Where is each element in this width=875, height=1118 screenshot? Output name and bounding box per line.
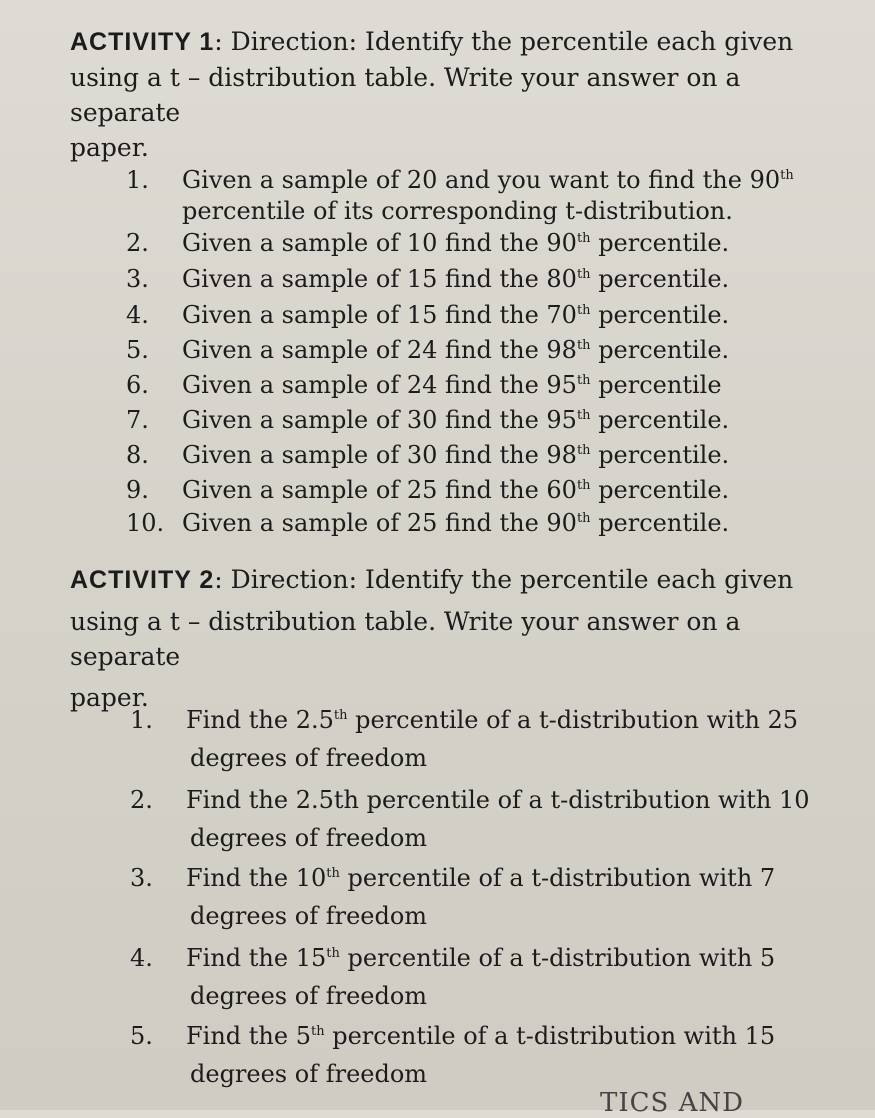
activity1-direction-text1: : Direction: Identify the percentile each given [214, 27, 794, 56]
item-text: Find the [186, 944, 296, 972]
percentile-value: 5 [295, 1022, 311, 1050]
item-text: Given a sample of 30 find the [182, 441, 547, 469]
item-text-end: percentile of a t-distribution with 25 [347, 706, 799, 734]
item-text-end: percentile. [590, 265, 730, 293]
ordinal-suffix: th [576, 478, 591, 493]
list-item [126, 473, 729, 507]
activity2-direction [70, 562, 850, 715]
item-continuation: degrees of freedom [190, 902, 428, 930]
item-number: 4. [130, 944, 153, 972]
item-number: 4. [126, 301, 149, 329]
list-item [126, 403, 729, 437]
item-number: 10. [126, 509, 165, 537]
list-item [130, 1019, 775, 1053]
list-item [130, 861, 775, 895]
item-continuation: percentile of its corresponding t-distribution. [182, 197, 733, 225]
percentile-value: 95 [546, 371, 577, 399]
item-text: Given a sample of 24 find the [182, 371, 547, 399]
percentile-value: 15 [295, 944, 327, 972]
item-number: 1. [130, 706, 153, 734]
item-continuation: degrees of freedom [190, 982, 428, 1010]
ordinal-suffix: th [576, 267, 591, 282]
activity1-direction [70, 24, 850, 165]
percentile-value: 10 [295, 864, 327, 892]
percentile-value: 98 [546, 336, 577, 364]
item-text: Given a sample of 15 find the [182, 301, 547, 329]
item-continuation: degrees of freedom [190, 824, 428, 852]
item-text: Given a sample of 25 find the [182, 509, 547, 537]
item-number: 3. [130, 864, 153, 892]
item-text-end: percentile. [590, 301, 730, 329]
ordinal-suffix: th [576, 511, 591, 526]
activity2-direction-line3: paper. [70, 683, 149, 712]
item-text-end: percentile of a t-distribution with 5 [339, 944, 776, 972]
activity1-heading: ACTIVITY 1 [70, 28, 215, 56]
item-text: Given a sample of 24 find the [182, 336, 547, 364]
item-number: 6. [126, 371, 149, 399]
item-text: Given a sample of 10 find the [182, 229, 547, 257]
ordinal-suffix: th [326, 866, 340, 881]
list-item [126, 368, 722, 402]
item-text: Given a sample of 25 find the [182, 476, 547, 504]
item-continuation: degrees of freedom [190, 1060, 428, 1088]
item-text-end: percentile. [590, 509, 730, 537]
footer-partial-text: TICS AND [600, 1088, 744, 1118]
ordinal-suffix: th [576, 231, 591, 246]
item-text: Find the [186, 706, 296, 734]
item-text-end: percentile. [590, 336, 730, 364]
list-item [130, 941, 775, 975]
activity2-direction-text1: : Direction: Identify the percentile each given [214, 565, 794, 594]
list-item [126, 333, 729, 367]
item-text: Find the [186, 864, 296, 892]
ordinal-suffix: th [576, 373, 591, 388]
list-item [130, 703, 798, 737]
percentile-value: 2.5 [295, 706, 334, 734]
item-number: 1. [126, 166, 149, 194]
list-item [126, 438, 729, 472]
percentile-value: 80 [546, 265, 577, 293]
item-text: Given a sample of 15 find the [182, 265, 547, 293]
activity2-heading: ACTIVITY 2 [70, 566, 215, 594]
item-text: Find the [186, 1022, 296, 1050]
item-text-end: percentile. [590, 441, 730, 469]
activity2-direction-line2: using a t – distribution table. Write your answer on a separate [70, 607, 741, 671]
percentile-value: 90 [546, 229, 577, 257]
item-text: Find the 2.5th percentile of a t-distribution with 10 [186, 786, 810, 814]
item-number: 2. [130, 786, 153, 814]
item-text-end: percentile. [590, 229, 730, 257]
list-item [130, 783, 810, 817]
item-text: Given a sample of 20 and you want to find the [182, 166, 750, 194]
item-text-end: percentile [590, 371, 722, 399]
list-item [126, 506, 729, 540]
activity1-direction-line1 [70, 24, 850, 60]
item-number: 3. [126, 265, 149, 293]
ordinal-suffix: th [576, 443, 591, 458]
list-item [126, 163, 794, 197]
percentile-value: 90 [546, 509, 577, 537]
item-number: 7. [126, 406, 149, 434]
percentile-value: 60 [546, 476, 577, 504]
ordinal-suffix: th [576, 408, 591, 423]
item-number: 5. [126, 336, 149, 364]
item-text-end: percentile. [590, 406, 730, 434]
ordinal-suffix: th [780, 168, 794, 183]
item-number: 5. [130, 1022, 153, 1050]
ordinal-suffix: th [333, 708, 348, 723]
activity2-direction-line1 [70, 562, 850, 598]
percentile-value: 95 [546, 406, 577, 434]
percentile-value: 90 [749, 166, 781, 194]
item-text-end: percentile of a t-distribution with 7 [339, 864, 776, 892]
item-number: 9. [126, 476, 149, 504]
item-text: Given a sample of 30 find the [182, 406, 547, 434]
activity1-direction-line3: paper. [70, 133, 149, 162]
item-text-end: percentile. [590, 476, 730, 504]
percentile-value: 70 [546, 301, 577, 329]
ordinal-suffix: th [576, 303, 591, 318]
ordinal-suffix: th [326, 946, 340, 961]
item-number: 2. [126, 229, 149, 257]
percentile-value: 98 [546, 441, 577, 469]
item-text-end: percentile of a t-distribution with 15 [324, 1022, 776, 1050]
ordinal-suffix: th [311, 1024, 325, 1039]
activity1-direction-line2: using a t – distribution table. Write your answer on a separate [70, 63, 741, 127]
list-item [126, 298, 729, 332]
item-number: 8. [126, 441, 149, 469]
list-item [126, 226, 729, 260]
list-item [126, 262, 729, 296]
item-continuation: degrees of freedom [190, 744, 428, 772]
ordinal-suffix: th [576, 338, 591, 353]
